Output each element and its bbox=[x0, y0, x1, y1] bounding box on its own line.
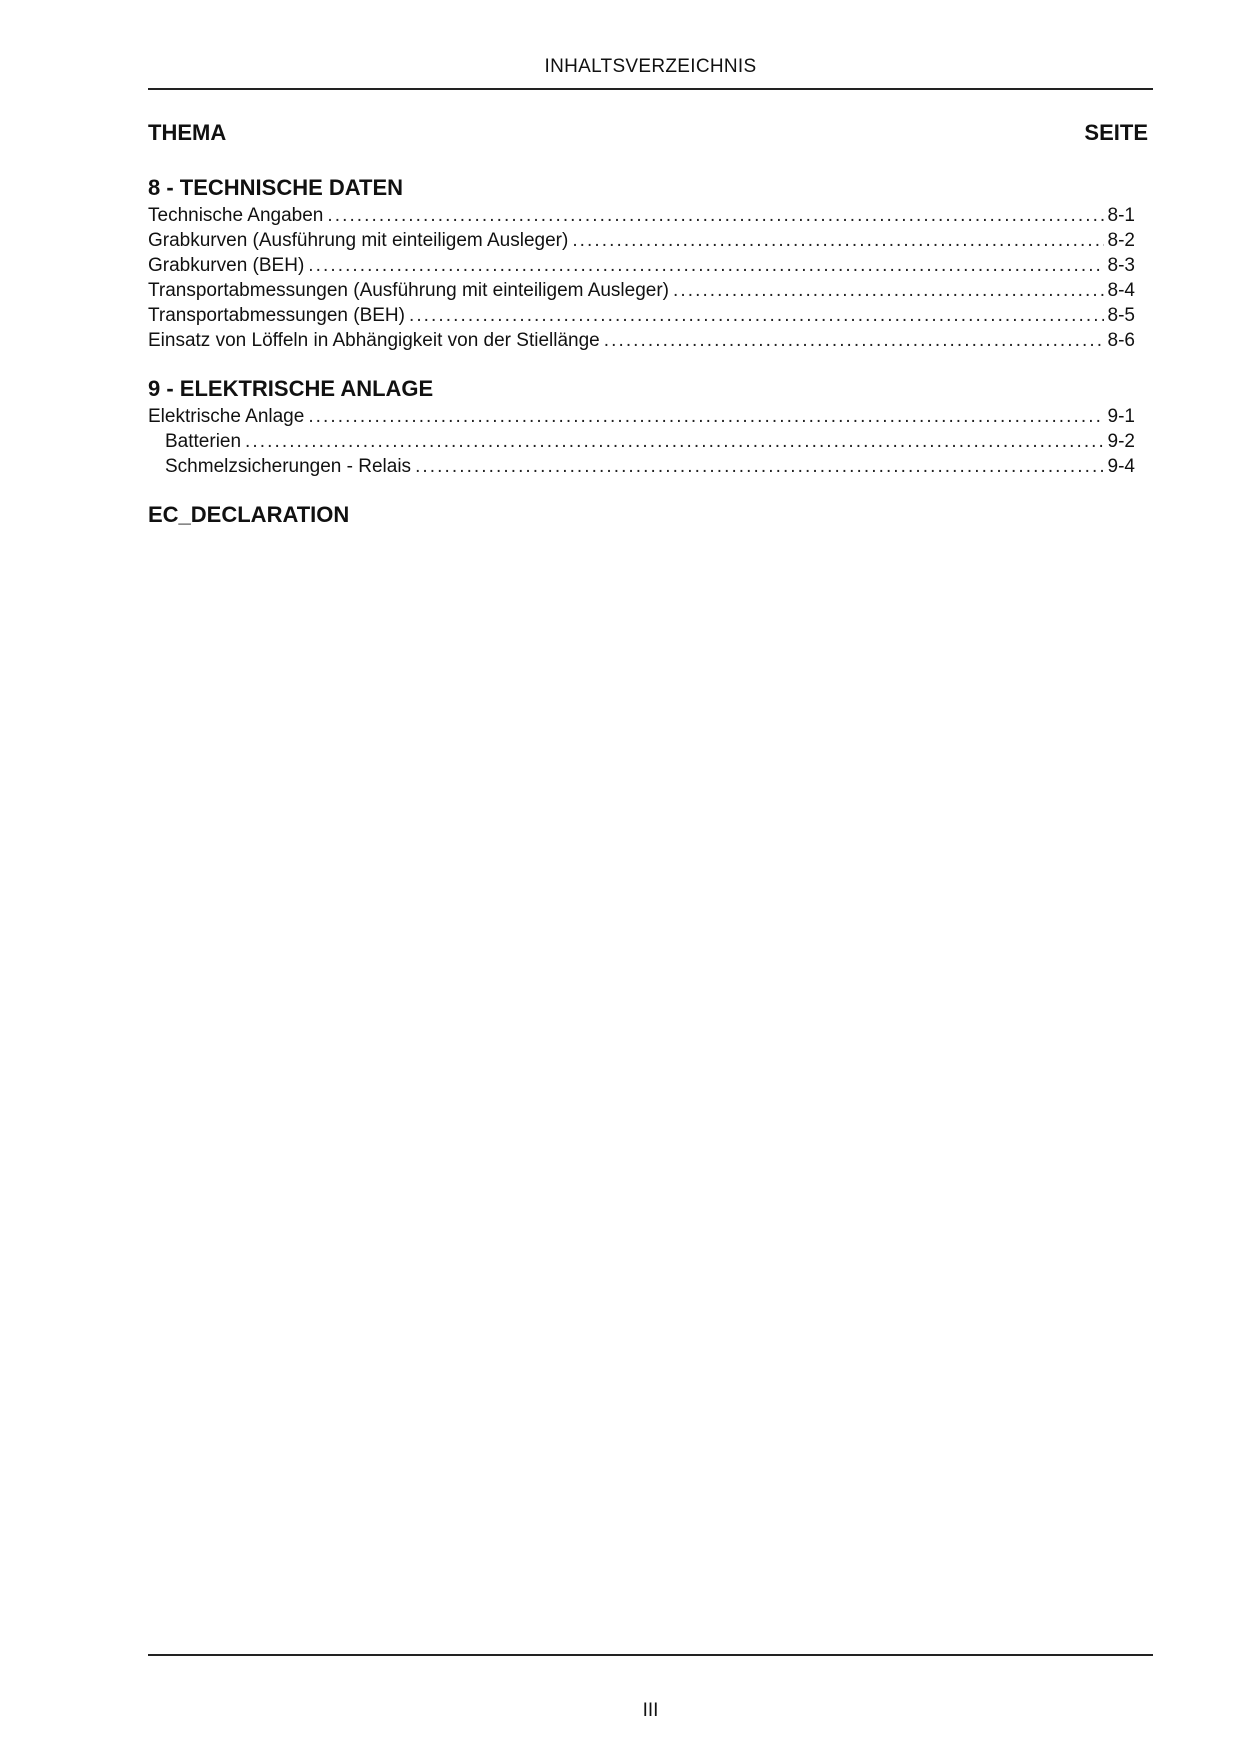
toc-entry-label: Grabkurven (Ausführung mit einteiligem Ausleger) bbox=[148, 230, 569, 251]
column-headings bbox=[148, 120, 1148, 146]
toc-entry-label: Schmelzsicherungen - Relais bbox=[165, 456, 412, 477]
toc-entry-page: 8-4 bbox=[1107, 280, 1135, 301]
toc-entry-label: Transportabmessungen (BEH) bbox=[148, 305, 405, 326]
dot-leader bbox=[604, 328, 1104, 353]
dot-leader bbox=[572, 228, 1103, 253]
page-column-heading: SEITE bbox=[1084, 120, 1148, 145]
toc-entry-page: 8-6 bbox=[1107, 330, 1135, 351]
toc-subentry[interactable] bbox=[148, 429, 1135, 454]
toc-entry[interactable] bbox=[148, 228, 1135, 253]
footer-divider bbox=[148, 1654, 1153, 1656]
dot-leader bbox=[245, 429, 1103, 454]
toc-entry-label: Einsatz von Löffeln in Abhängigkeit von der Stiellänge bbox=[148, 330, 600, 351]
toc-entry[interactable] bbox=[148, 253, 1135, 278]
toc-entry[interactable] bbox=[148, 203, 1135, 228]
toc-section bbox=[148, 174, 1135, 353]
toc-entry[interactable] bbox=[148, 328, 1135, 353]
toc-entry-label: Elektrische Anlage bbox=[148, 406, 305, 427]
toc-entry-page: 9-1 bbox=[1107, 406, 1135, 427]
dot-leader bbox=[415, 454, 1103, 479]
toc-entry-page: 8-3 bbox=[1107, 255, 1135, 276]
header-divider bbox=[148, 88, 1153, 90]
toc-entry[interactable] bbox=[148, 303, 1135, 328]
section-title: 8 - TECHNISCHE DATEN bbox=[148, 175, 404, 200]
toc-section bbox=[148, 501, 1135, 529]
table-of-contents bbox=[148, 174, 1135, 551]
section-title[interactable]: EC_DECLARATION bbox=[148, 502, 350, 527]
dot-leader bbox=[409, 303, 1104, 328]
topic-column-heading: THEMA bbox=[148, 120, 227, 145]
toc-entry-page: 9-4 bbox=[1107, 456, 1135, 477]
toc-entry-page: 8-1 bbox=[1107, 205, 1135, 226]
toc-entry-label: Transportabmessungen (Ausführung mit einteiligem Ausleger) bbox=[148, 280, 670, 301]
toc-entry-label: Batterien bbox=[165, 431, 242, 452]
toc-entry-page: 8-2 bbox=[1107, 230, 1135, 251]
toc-entry[interactable] bbox=[148, 404, 1135, 429]
page-number: III bbox=[642, 1700, 659, 1721]
toc-entry-label: Technische Angaben bbox=[148, 205, 324, 226]
toc-entry-page: 9-2 bbox=[1107, 431, 1135, 452]
toc-entry[interactable] bbox=[148, 278, 1135, 303]
toc-subentry[interactable] bbox=[148, 454, 1135, 479]
toc-section bbox=[148, 375, 1135, 479]
toc-entry-page: 8-5 bbox=[1107, 305, 1135, 326]
dot-leader bbox=[308, 404, 1103, 429]
page-header-title: INHALTSVERZEICHNIS bbox=[544, 56, 757, 77]
dot-leader bbox=[327, 203, 1103, 228]
dot-leader bbox=[673, 278, 1104, 303]
dot-leader bbox=[308, 253, 1103, 278]
section-title: 9 - ELEKTRISCHE ANLAGE bbox=[148, 376, 434, 401]
toc-entry-label: Grabkurven (BEH) bbox=[148, 255, 305, 276]
